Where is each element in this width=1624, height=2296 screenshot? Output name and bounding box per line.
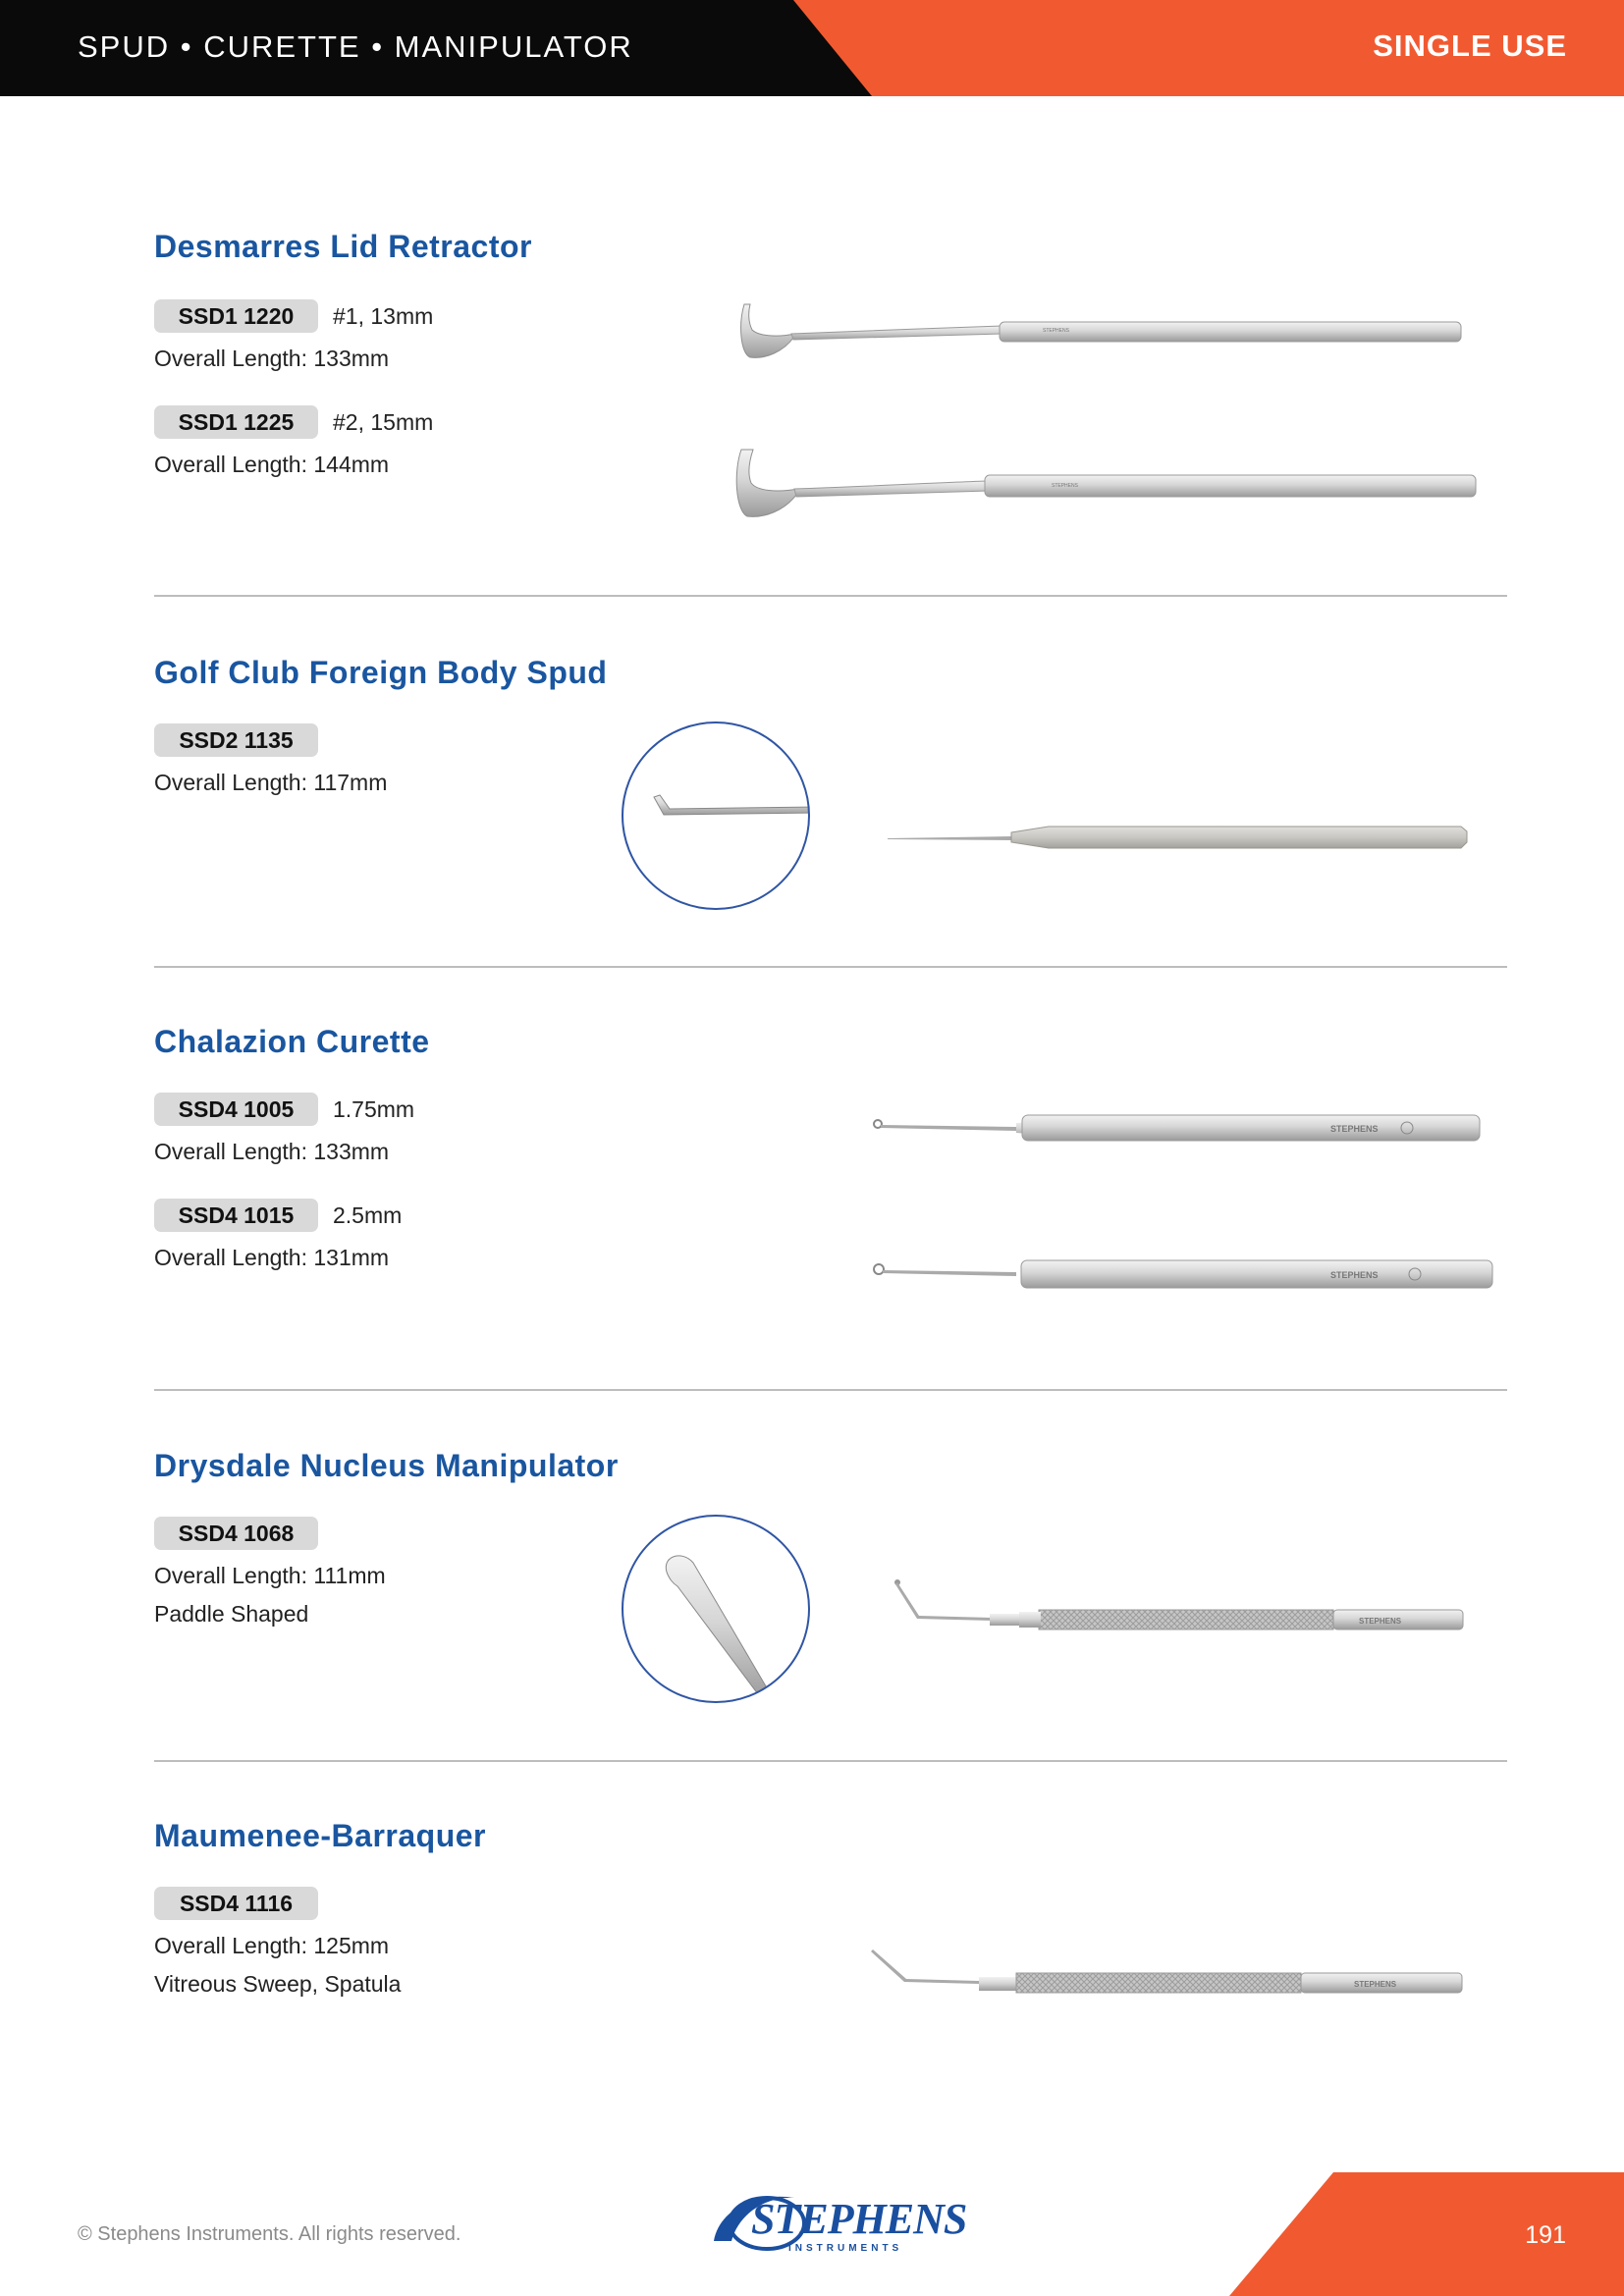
product-code: SSD2 1135	[154, 723, 318, 757]
overall-length: Overall Length: 133mm	[154, 1139, 390, 1164]
product-code: SSD4 1005	[154, 1093, 318, 1126]
single-use-label: SINGLE USE	[1373, 28, 1567, 63]
lid-retractor-image	[736, 294, 1483, 373]
spatula-image	[869, 1949, 1470, 1999]
variant-row	[154, 299, 433, 333]
variant-row	[154, 1093, 414, 1126]
svg-text:STEPHENS: STEPHENS	[1330, 1124, 1379, 1134]
section-divider	[154, 1389, 1507, 1391]
svg-text:STEPHENS: STEPHENS	[1359, 1617, 1402, 1626]
manipulator-image	[892, 1576, 1471, 1635]
product-title: Chalazion Curette	[154, 1024, 430, 1059]
svg-text:STEPHENS: STEPHENS	[1043, 328, 1069, 334]
product-code: SSD4 1015	[154, 1199, 318, 1232]
product-title: Maumenee-Barraquer	[154, 1818, 486, 1853]
tip-zoom-circle	[621, 721, 811, 911]
product-title: Golf Club Foreign Body Spud	[154, 655, 608, 690]
product-section-chalazion-curette	[154, 1021, 1507, 1374]
section-divider	[154, 966, 1507, 968]
product-note: Paddle Shaped	[154, 1601, 309, 1627]
logo-wordmark: STEPHENS	[751, 2195, 967, 2243]
variant-row	[154, 1517, 318, 1550]
svg-text:STEPHENS: STEPHENS	[1052, 483, 1078, 489]
product-size: #2, 15mm	[333, 408, 434, 435]
overall-length: Overall Length: 125mm	[154, 1933, 390, 1958]
tip-zoom-circle	[621, 1514, 811, 1704]
variant-row	[154, 405, 433, 439]
lid-retractor-image	[731, 442, 1488, 530]
product-size: 1.75mm	[333, 1095, 415, 1122]
product-code: SSD4 1116	[154, 1887, 318, 1920]
header-title: SPUD • CURETTE • MANIPULATOR	[78, 29, 633, 64]
overall-length: Overall Length: 111mm	[154, 1563, 386, 1588]
svg-text:STEPHENS: STEPHENS	[1354, 1980, 1397, 1989]
page-number: 191	[1525, 2221, 1566, 2249]
product-title: Drysdale Nucleus Manipulator	[154, 1448, 619, 1483]
product-code: SSD4 1068	[154, 1517, 318, 1550]
product-size: #1, 13mm	[333, 302, 434, 329]
variant-row	[154, 1199, 402, 1232]
overall-length: Overall Length: 131mm	[154, 1245, 390, 1270]
product-note: Vitreous Sweep, Spatula	[154, 1971, 402, 1997]
product-code: SSD1 1220	[154, 299, 318, 333]
stephens-logo	[710, 2188, 967, 2257]
product-size: 2.5mm	[333, 1201, 403, 1228]
overall-length: Overall Length: 117mm	[154, 770, 388, 795]
product-title: Desmarres Lid Retractor	[154, 229, 532, 264]
product-code: SSD1 1225	[154, 405, 318, 439]
overall-length: Overall Length: 144mm	[154, 452, 390, 477]
curette-image	[869, 1255, 1497, 1296]
product-section-golf-club-spud	[154, 652, 1507, 946]
section-divider	[154, 1760, 1507, 1762]
variant-row	[154, 723, 318, 757]
copyright-text: © Stephens Instruments. All rights reserved.	[78, 2223, 461, 2245]
spud-image	[884, 819, 1473, 858]
curette-image	[869, 1109, 1488, 1148]
overall-length: Overall Length: 133mm	[154, 346, 390, 371]
svg-text:STEPHENS: STEPHENS	[1330, 1270, 1379, 1280]
page-header	[0, 0, 1624, 96]
variant-row	[154, 1887, 318, 1920]
product-section-desmarres	[154, 226, 1507, 599]
section-divider	[154, 595, 1507, 597]
logo-subtitle: INSTRUMENTS	[788, 2243, 903, 2254]
